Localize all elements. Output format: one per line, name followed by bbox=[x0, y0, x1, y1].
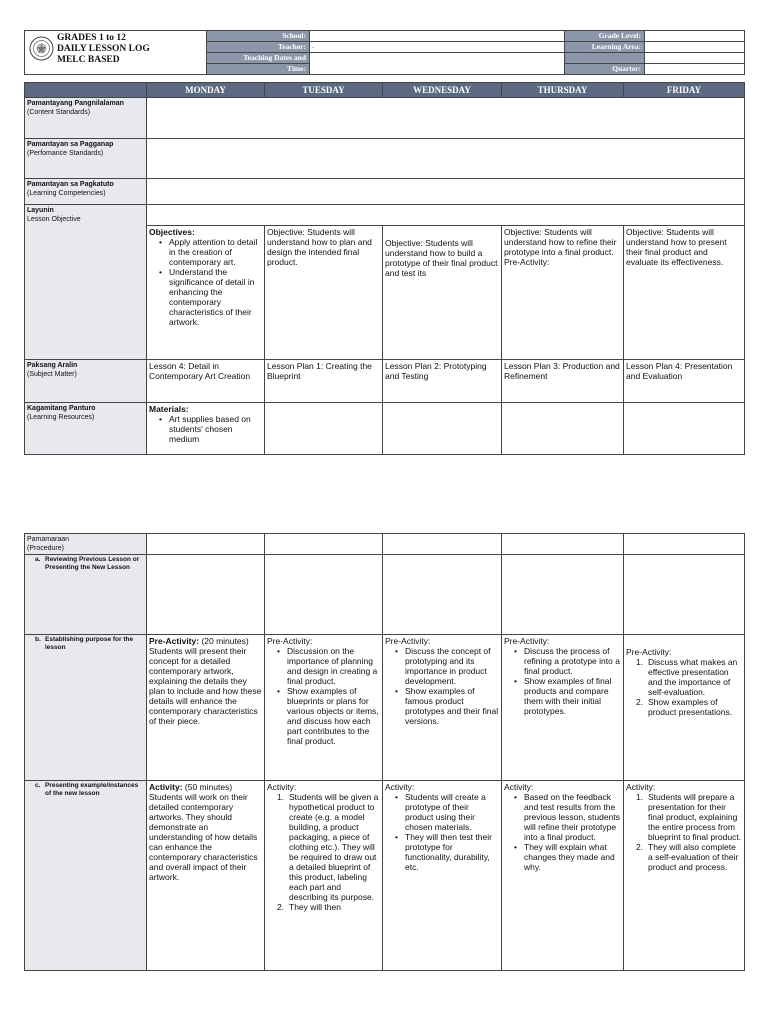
row-label: Kagamitang Panturo bbox=[27, 405, 96, 412]
presenting-friday-list bbox=[626, 792, 742, 872]
row-letter: b. bbox=[35, 636, 41, 643]
title-line-3: MELC BASED bbox=[57, 55, 120, 65]
resources-monday-list bbox=[149, 414, 262, 444]
dates-field[interactable] bbox=[310, 53, 565, 75]
list-item: • They will explain what changes they made and why. bbox=[524, 842, 621, 872]
school-label: School: bbox=[207, 31, 310, 42]
day-friday: FRIDAY bbox=[624, 83, 745, 98]
purpose-label bbox=[25, 635, 147, 781]
objective-label bbox=[25, 205, 147, 360]
objective-monday bbox=[147, 226, 265, 360]
preactivity-heading: Pre-Activity: bbox=[149, 636, 200, 646]
subject-wednesday: Lesson Plan 2: Prototyping and Testing bbox=[383, 360, 502, 403]
procedure-thursday[interactable] bbox=[502, 534, 624, 555]
activity-heading: Activity: bbox=[267, 782, 297, 792]
objectives-monday-list bbox=[149, 237, 262, 327]
subject-monday: Lesson 4: Detail in Contemporary Art Creation bbox=[147, 360, 265, 403]
presenting-friday bbox=[624, 781, 745, 971]
purpose-tuesday bbox=[265, 635, 383, 781]
resources-tuesday[interactable] bbox=[265, 403, 383, 455]
subject-matter-label bbox=[25, 360, 147, 403]
reviewing-row bbox=[25, 555, 745, 635]
resources-label bbox=[25, 403, 147, 455]
purpose-tuesday-list bbox=[267, 646, 380, 746]
presenting-tuesday bbox=[265, 781, 383, 971]
day-tuesday: TUESDAY bbox=[265, 83, 383, 98]
purpose-thursday-list bbox=[504, 646, 621, 716]
purpose-wednesday bbox=[383, 635, 502, 781]
procedure-label bbox=[25, 534, 147, 555]
row-label: Paksang Aralin bbox=[27, 362, 78, 369]
performance-standards-label bbox=[25, 139, 147, 179]
list-item: • Discuss the process of refining a prototype into a final product. bbox=[524, 646, 621, 676]
resources-row bbox=[25, 403, 745, 455]
preactivity-time: (20 minutes) bbox=[199, 636, 249, 646]
activity-heading: Activity: bbox=[504, 782, 534, 792]
content-standards-value[interactable] bbox=[147, 98, 745, 139]
day-header-blank bbox=[25, 83, 147, 98]
row-letter: a. bbox=[35, 556, 41, 563]
list-item: • Show examples of famous product prototypes and their final versions. bbox=[405, 686, 499, 726]
row-sublabel: (Learning Resources) bbox=[27, 414, 95, 421]
presenting-monday bbox=[147, 781, 265, 971]
list-item: • Apply attention to detail in the creation of contemporary art. bbox=[169, 237, 262, 267]
reviewing-friday[interactable] bbox=[624, 555, 745, 635]
list-item: 2. They will also complete a self-evaluation of their product and process. bbox=[636, 842, 739, 872]
grade-level-label: Grade Level: bbox=[565, 31, 645, 42]
list-item-text: Show examples of product presentations. bbox=[648, 697, 733, 717]
teacher-label: Teacher: bbox=[207, 42, 310, 53]
list-item: • Discussion on the importance of planning and design in creating a final product. bbox=[287, 646, 380, 686]
day-thursday: THURSDAY bbox=[502, 83, 624, 98]
competencies-label bbox=[25, 179, 147, 205]
lesson-log-table-top bbox=[24, 82, 745, 455]
quarter-blank-field bbox=[645, 53, 745, 64]
competencies-value[interactable] bbox=[147, 179, 745, 205]
list-item: • Discuss the concept of prototyping and its importance in product development. bbox=[405, 646, 499, 686]
presenting-monday-text: Students will work on their detailed contemporary artworks. They should demonstrate an understanding of how details can enhance the contemporary characteristics and overall impact of their artwork. bbox=[149, 792, 258, 882]
row-sublabel: (Subject Matter) bbox=[27, 371, 77, 378]
activity-heading: Activity: bbox=[626, 782, 656, 792]
list-item: • Students will create a prototype of their product using their chosen materials. bbox=[405, 792, 499, 832]
purpose-monday bbox=[147, 635, 265, 781]
row-label: Establishing purpose for the lesson bbox=[45, 636, 134, 651]
objective-label-row bbox=[25, 205, 745, 226]
presenting-tuesday-list bbox=[267, 792, 380, 912]
subject-thursday: Lesson Plan 3: Production and Refinement bbox=[502, 360, 624, 403]
learning-area-field[interactable] bbox=[645, 42, 745, 53]
list-item-text: They will then bbox=[289, 902, 341, 912]
dates-label bbox=[207, 53, 310, 64]
list-item: 1. Students will be given a hypothetical product to create (e.g. a model building, a product packaging, a piece of clothing etc.). They will be required to draw out a detailed blueprint of this product, labeling each part and describing its purpose. bbox=[277, 792, 379, 902]
reviewing-wednesday[interactable] bbox=[383, 555, 502, 635]
reviewing-label bbox=[25, 555, 147, 635]
header-table bbox=[24, 30, 745, 75]
list-item: • Based on the feedback and test results from the previous lesson, students will refine their prototype into a final product. bbox=[524, 792, 621, 842]
list-item-text: They will also complete a self-evaluation of their product and process. bbox=[648, 842, 739, 872]
list-item: • Show examples of final products and compare them with their initial prototypes. bbox=[524, 676, 621, 716]
row-label: Pamamaraan bbox=[27, 536, 70, 543]
row-sublabel: (Perfomance Standards) bbox=[27, 150, 104, 157]
row-sublabel: Lesson Objective bbox=[27, 216, 81, 223]
competencies-row bbox=[25, 179, 745, 205]
reviewing-monday[interactable] bbox=[147, 555, 265, 635]
preactivity-heading: Pre-Activity: bbox=[385, 636, 431, 646]
list-item: 2. Show examples of product presentations. bbox=[636, 697, 733, 717]
procedure-friday[interactable] bbox=[624, 534, 745, 555]
procedure-tuesday[interactable] bbox=[265, 534, 383, 555]
performance-standards-row bbox=[25, 139, 745, 179]
presenting-wednesday bbox=[383, 781, 502, 971]
materials-heading: Materials: bbox=[149, 404, 189, 414]
deped-seal-icon bbox=[29, 36, 54, 61]
row-label: Presenting example/instances of the new lesson bbox=[45, 782, 139, 797]
grade-level-field[interactable] bbox=[645, 31, 745, 42]
row-label: Layunin bbox=[27, 207, 54, 214]
presenting-label bbox=[25, 781, 147, 971]
resources-wednesday[interactable] bbox=[383, 403, 502, 455]
quarter-label: Quarter: bbox=[565, 64, 645, 75]
day-header-row bbox=[25, 83, 745, 98]
presenting-wednesday-list bbox=[385, 792, 499, 872]
content-standards-row bbox=[25, 98, 745, 139]
list-item-text: Students will prepare a presentation for their final product, explaining the entire process from blueprint to final product. bbox=[648, 792, 742, 842]
row-sublabel: (Content Standards) bbox=[27, 109, 91, 116]
objective-thursday-preactivity: Pre-Activity: bbox=[504, 257, 550, 267]
list-item: 1. Students will prepare a presentation for their final product, explaining the entire process from blueprint to final product. bbox=[636, 792, 742, 842]
subject-friday: Lesson Plan 4: Presentation and Evaluation bbox=[624, 360, 745, 403]
learning-area-label: Learning Area: bbox=[565, 42, 645, 53]
performance-standards-value[interactable] bbox=[147, 139, 745, 179]
subject-matter-row bbox=[25, 360, 745, 403]
title-line-1: GRADES 1 to 12 bbox=[57, 33, 126, 43]
purpose-wednesday-list bbox=[385, 646, 499, 726]
preactivity-heading: Pre-Activity: bbox=[267, 636, 313, 646]
procedure-wednesday[interactable] bbox=[383, 534, 502, 555]
list-item: 1. Discuss what makes an effective presentation and the importance of self-evaluation. bbox=[636, 657, 738, 697]
objective-thursday bbox=[502, 226, 624, 360]
school-field[interactable] bbox=[310, 31, 565, 42]
activity-heading: Activity: bbox=[385, 782, 415, 792]
row-letter: c. bbox=[35, 782, 41, 789]
preactivity-heading: Pre-Activity: bbox=[504, 636, 550, 646]
subject-tuesday: Lesson Plan 1: Creating the Blueprint bbox=[265, 360, 383, 403]
list-item: • Art supplies based on students' chosen medium bbox=[169, 414, 262, 444]
objective-thursday-text: Objective: Students will understand how to refine their prototype into a final product. bbox=[504, 227, 617, 257]
preactivity-heading: Pre-Activity: bbox=[626, 647, 672, 657]
presenting-thursday-list bbox=[504, 792, 621, 872]
purpose-monday-text: Students will present their concept for a detailed contemporary artwork, explaining the details they plan to include and how these details will enhance the contemporary characteristics of their piece. bbox=[149, 646, 262, 726]
dates-label-line-1: Teaching Dates and bbox=[243, 53, 306, 62]
day-wednesday: WEDNESDAY bbox=[383, 83, 502, 98]
row-label: Pamantayan sa Pagkatuto bbox=[27, 181, 114, 188]
purpose-friday bbox=[624, 635, 745, 781]
list-item-text: Discuss what makes an effective presentation and the importance of self-evaluation. bbox=[648, 657, 738, 697]
activity-time: (50 minutes) bbox=[182, 782, 233, 792]
reviewing-thursday[interactable] bbox=[502, 555, 624, 635]
purpose-row bbox=[25, 635, 745, 781]
row-label: Pamantayan sa Pagganap bbox=[27, 141, 114, 148]
teacher-field[interactable]: . bbox=[310, 42, 565, 53]
purpose-thursday bbox=[502, 635, 624, 781]
activity-heading: Activity: bbox=[149, 782, 183, 792]
quarter-blank-label bbox=[565, 53, 645, 64]
content-standards-label bbox=[25, 98, 147, 139]
resources-monday bbox=[147, 403, 265, 455]
resources-friday[interactable] bbox=[624, 403, 745, 455]
objective-friday: Objective: Students will understand how to present their final product and evaluate its effectiveness. bbox=[624, 226, 745, 360]
purpose-friday-list bbox=[626, 657, 742, 717]
lesson-log-table-bottom bbox=[24, 533, 745, 971]
presenting-row bbox=[25, 781, 745, 971]
objectives-heading: Objectives: bbox=[149, 227, 195, 237]
title-line-2: DAILY LESSON LOG bbox=[57, 44, 150, 54]
presenting-thursday bbox=[502, 781, 624, 971]
header-title-cell bbox=[25, 31, 207, 75]
list-item: • They will then test their prototype for functionality, durability, etc. bbox=[405, 832, 499, 872]
objective-wednesday: Objective: Students will understand how to build a prototype of their final product and test its bbox=[383, 226, 502, 360]
row-sublabel: (Learning Competencies) bbox=[27, 190, 106, 197]
row-sublabel: (Procedure) bbox=[27, 545, 64, 552]
procedure-monday[interactable] bbox=[147, 534, 265, 555]
quarter-field[interactable] bbox=[645, 64, 745, 75]
row-label: Reviewing Previous Lesson or Presenting the New Lesson bbox=[45, 556, 140, 571]
objective-tuesday: Objective: Students will understand how to plan and design the intended final product. bbox=[265, 226, 383, 360]
day-monday: MONDAY bbox=[147, 83, 265, 98]
list-item: • Show examples of blueprints or plans for various objects or items, and discuss how each part contributes to the final product. bbox=[287, 686, 380, 746]
procedure-row bbox=[25, 534, 745, 555]
resources-thursday[interactable] bbox=[502, 403, 624, 455]
objective-top-value[interactable] bbox=[147, 205, 745, 226]
list-item: • Understand the significance of detail in enhancing the contemporary characteristics of their artwork. bbox=[169, 267, 262, 327]
list-item-text: Students will be given a hypothetical product to create (e.g. a model building, a product packaging, a piece of clothing etc.). They will be required to draw out a detailed blueprint of this product, labeling each part and describing its purpose. bbox=[289, 792, 379, 902]
row-label: Pamantayang Pangnilalaman bbox=[27, 100, 124, 107]
reviewing-tuesday[interactable] bbox=[265, 555, 383, 635]
time-label: Time: bbox=[207, 64, 310, 75]
list-item: 2. They will then bbox=[277, 902, 341, 912]
